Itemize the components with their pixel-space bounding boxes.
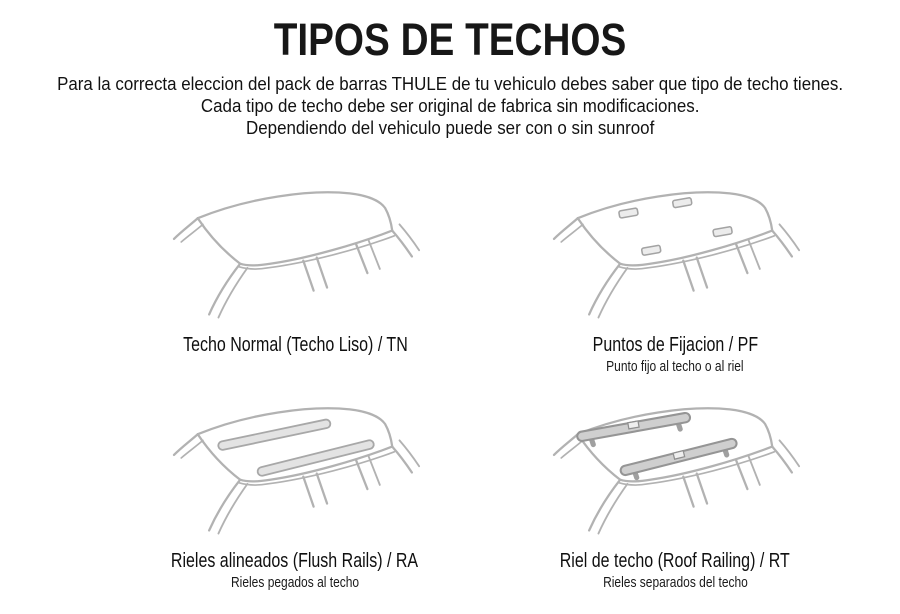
roof-type-sublabel: Punto fijo al techo o al riel [606,358,744,375]
roof-type-label: Techo Normal (Techo Liso) / TN [182,334,408,356]
roof-type-card-techo-normal [75,182,515,375]
intro-line-3: Dependiendo del vehiculo puede ser con o sin sunroof [245,118,655,138]
roof-type-label: Riel de techo (Roof Railing) / RT [559,550,791,572]
fixation-points [619,198,733,256]
intro-line-2: Cada tipo de techo debe ser original de fabrica sin modificaciones. [200,96,700,116]
flat-roof-illustration [145,182,445,332]
fixpoint-roof-illustration [525,182,825,332]
raised-rails [582,418,732,478]
intro-line-1: Para la correcta eleccion del pack de barras THULE de tu vehiculo debes saber que tipo de techo tienes. [56,74,843,94]
flush-rails [223,424,370,472]
intro-text [0,73,900,139]
roof-type-card-riel-de-techo [455,398,895,591]
flush-rails-roof-illustration [145,398,445,548]
page-title: TIPOS DE TECHOS [273,14,627,65]
roof-type-sublabel: Rieles pegados al techo [230,574,360,591]
roof-type-sublabel: Rieles separados del techo [602,574,748,591]
roof-type-card-puntos-fijacion [455,182,895,375]
roof-type-label: Puntos de Fijacion / PF [592,334,758,356]
raised-railing-roof-illustration [525,398,825,548]
roof-type-label: Rieles alineados (Flush Rails) / RA [171,550,419,572]
roof-type-card-rieles-alineados [75,398,515,591]
